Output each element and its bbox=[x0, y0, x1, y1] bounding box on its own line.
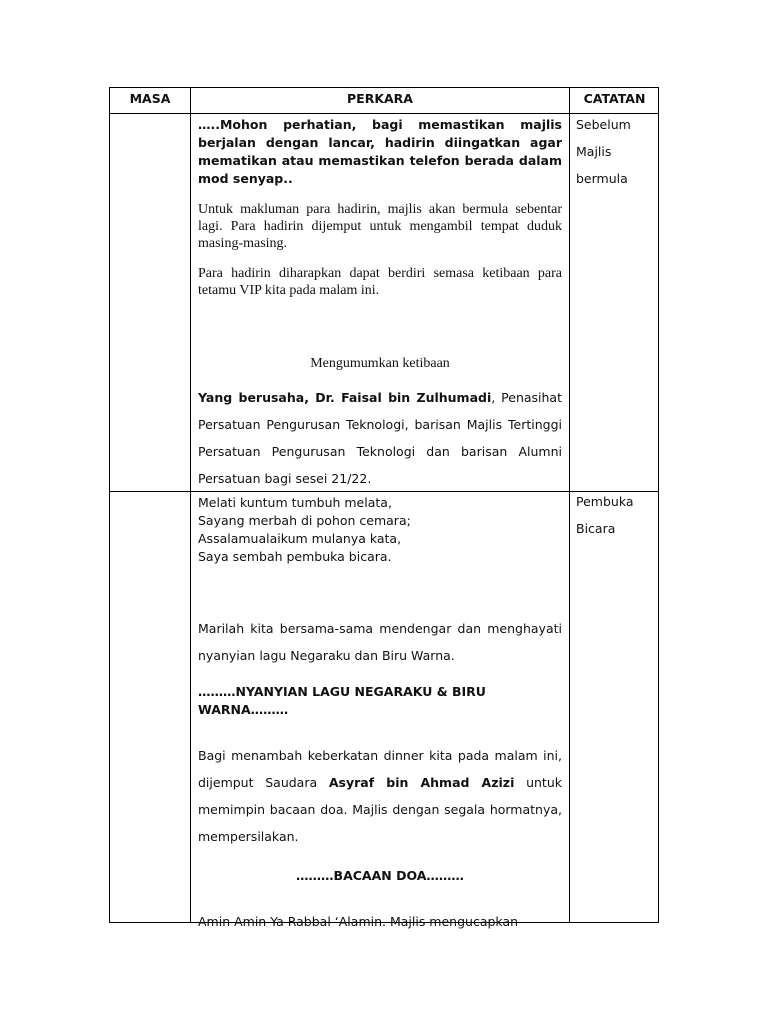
pantun-line-4: Saya sembah pembuka bicara. bbox=[198, 549, 392, 564]
row1-catatan-line-3: bermula bbox=[576, 171, 628, 186]
programme-table bbox=[109, 87, 659, 929]
row1-catatan-line-2: Majlis bbox=[576, 144, 612, 159]
row2-doa-item: ………BACAAN DOA……… bbox=[296, 868, 464, 883]
row1-guest-name: Yang berusaha, Dr. Faisal bin Zulhumadi bbox=[198, 390, 492, 405]
row1-info-paragraph: Untuk makluman para hadirin, majlis akan bermula sebentar lagi. Para hadirin dijemput untuk mengambil tempat duduk masing-masing. bbox=[198, 202, 562, 251]
pantun-line-2: Sayang merbah di pohon cemara; bbox=[198, 513, 411, 528]
row1-catatan bbox=[576, 111, 656, 192]
row2-anthem-item: ………NYANYIAN LAGU NEGARAKU & BIRU WARNA……… bbox=[198, 684, 486, 717]
column-divider-2 bbox=[569, 88, 570, 922]
row1-stand-paragraph: Para hadirin diharapkan dapat berdiri semasa ketibaan para tetamu VIP kita pada malam ini. bbox=[198, 266, 562, 298]
header-perkara: PERKARA bbox=[347, 91, 413, 106]
pantun bbox=[198, 494, 562, 566]
header-masa: MASA bbox=[129, 91, 171, 106]
row2-doa-paragraph bbox=[198, 742, 562, 850]
pantun-line-1: Melati kuntum tumbuh melata, bbox=[198, 495, 392, 510]
row1-perkara bbox=[198, 116, 562, 492]
row2-doa-text-2: untuk memimpin bacaan doa. Majlis dengan segala hormatnya, mempersilakan. bbox=[198, 775, 562, 844]
row1-announce-heading: Mengumumkan ketibaan bbox=[310, 356, 450, 371]
row2-catatan bbox=[576, 488, 656, 542]
pantun-line-3: Assalamualaikum mulanya kata, bbox=[198, 531, 402, 546]
row1-attention-paragraph: …..Mohon perhatian, bagi memastikan majlis berjalan dengan lancar, hadirin diingatkan agar mematikan atau memastikan telefon berada dalam mod senyap.. bbox=[198, 117, 562, 186]
row2-catatan-line-1: Pembuka bbox=[576, 494, 634, 509]
header-catatan: CATATAN bbox=[583, 91, 646, 106]
row2-anthem-paragraph: Marilah kita bersama-sama mendengar dan menghayati nyanyian lagu Negaraku dan Biru Warna. bbox=[198, 621, 562, 663]
row1-catatan-line-1: Sebelum bbox=[576, 117, 631, 132]
row1-guest-paragraph bbox=[198, 384, 562, 492]
row2-doa-text-1: Bagi menambah keberkatan dinner kita pada malam ini, dijemput Saudara bbox=[198, 748, 562, 790]
column-divider-1 bbox=[190, 88, 191, 922]
row1-guest-text: , Penasihat Persatuan Pengurusan Teknologi, barisan Majlis Tertinggi Persatuan Pengurusan Teknologi dan barisan Alumni Persatuan bagi sesei 21/22. bbox=[198, 390, 562, 486]
row2-catatan-line-2: Bicara bbox=[576, 521, 616, 536]
row2-perkara bbox=[198, 494, 562, 935]
row2-doa-person: Asyraf bin Ahmad Azizi bbox=[328, 775, 515, 790]
row2-closing-paragraph: Amin Amin Ya Rabbal ‘Alamin. Majlis mengucapkan bbox=[198, 914, 519, 929]
